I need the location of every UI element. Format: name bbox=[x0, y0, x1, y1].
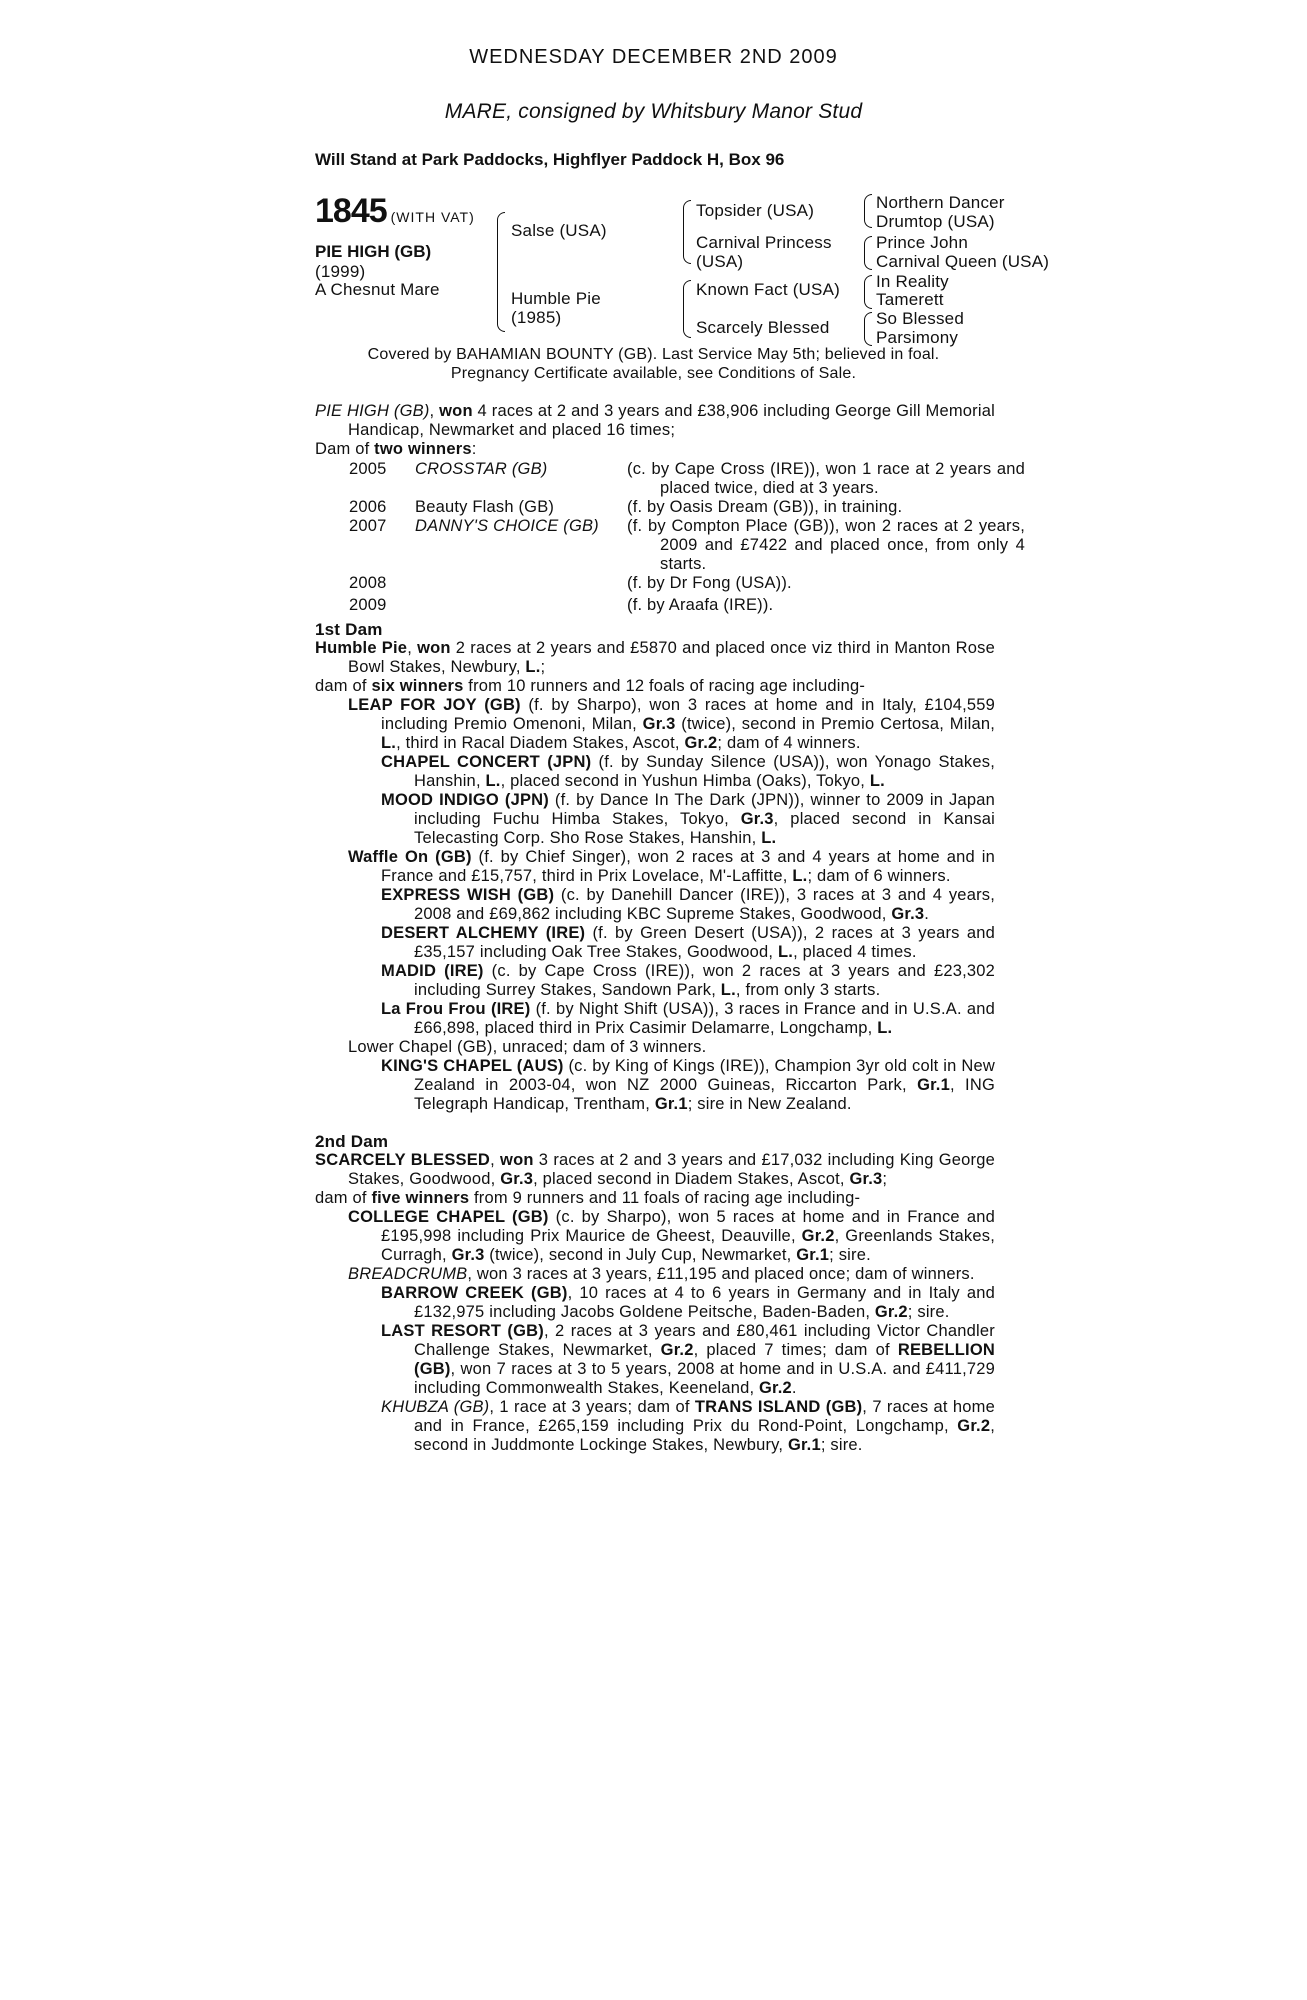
entry-leap-for-joy: LEAP FOR JOY (GB) (f. by Sharpo), won 3 races at home and in Italy, £104,559 including Premio Omenoni, Milan, Gr.3 (twice), second in Premio Certosa, Milan, L., third in Racal Diadem Stakes, Ascot, Gr.2; dam of 4 winners. bbox=[348, 696, 995, 752]
entry-waffle-on: Waffle On (GB) (f. by Chief Singer), won 2 races at 3 and 4 years at home and in France and £15,757, third in Prix Lovelace, M'-Laffitte, L.; dam of 6 winners. bbox=[348, 848, 996, 885]
pedigree-brace bbox=[864, 312, 872, 346]
pedigree-ddd: Parsimony bbox=[876, 328, 959, 347]
pedigree-sds: Prince John bbox=[876, 233, 968, 252]
second-dam-section bbox=[315, 1132, 995, 1455]
first-dam-produce-line: dam of six winners from 10 runners and 12 foals of racing age including- bbox=[315, 677, 866, 695]
entry-la-frou-frou: La Frou Frou (IRE) (f. by Night Shift (USA)), 3 races in France and in U.S.A. and £66,898, placed third in Prix Casimir Delamarre, Longchamp, L. bbox=[381, 1000, 995, 1037]
produce-row: 2008 (f. by Dr Fong (USA)). bbox=[349, 574, 792, 592]
pedigree-dss: In Reality bbox=[876, 272, 949, 291]
covered-line-2: Pregnancy Certificate available, see Conditions of Sale. bbox=[450, 365, 857, 382]
pedigree-brace bbox=[683, 280, 691, 338]
pedigree-sire-sire: Topsider (USA) bbox=[696, 201, 815, 220]
lot-number-block bbox=[315, 192, 475, 231]
pedigree-brace bbox=[864, 275, 872, 309]
pedigree-sdd: Carnival Queen (USA) bbox=[876, 252, 1050, 271]
produce-row: 2005 CROSSTAR (GB) (c. by Cape Cross (IRE)), won 1 race at 2 years and placed twice, died at 3 years. bbox=[349, 460, 1025, 497]
entry-last-resort: LAST RESORT (GB), 2 races at 3 years and £80,461 including Victor Chandler Challenge Stakes, Newmarket, Gr.2, placed 7 times; dam of REBELLION (GB), won 7 races at 3 to 5 years, 2008 at home and in U.S.A. and £411,729 including Commonwealth Stakes, Keeneland, Gr.2. bbox=[381, 1322, 995, 1397]
first-dam-record: Humble Pie, won 2 races at 2 years and £5870 and placed once viz third in Manton Rose Bowl Stakes, Newbury, L.; bbox=[315, 639, 996, 676]
pedigree-dam-dam: Scarcely Blessed bbox=[696, 318, 830, 337]
vat-note: (WITH VAT) bbox=[390, 209, 475, 225]
pedigree-brace bbox=[497, 212, 505, 332]
covered-note bbox=[0, 345, 1307, 383]
entry-kings-chapel: KING'S CHAPEL (AUS) (c. by King of Kings (IRE)), Champion 3yr old colt in New Zealand in 2003-04, won NZ 2000 Guineas, Riccarton Park, Gr.1, ING Telegraph Handicap, Trentham, Gr.1; sire in New Zealand. bbox=[381, 1057, 995, 1113]
entry-college-chapel: COLLEGE CHAPEL (GB) (c. by Sharpo), won 5 races at home and in France and £195,998 including Prix Maurice de Gheest, Deauville, Gr.2, Greenlands Stakes, Curragh, Gr.3 (twice), second in July Cup, Newmarket, Gr.1; sire. bbox=[348, 1208, 996, 1264]
entry-breadcrumb: BREADCRUMB, won 3 races at 3 years, £11,195 and placed once; dam of winners. bbox=[348, 1265, 975, 1283]
lot-number: 1845 bbox=[315, 192, 387, 230]
entry-express-wish: EXPRESS WISH (GB) (c. by Danehill Dancer (IRE)), 3 races at 3 and 4 years, 2008 and £69,862 including KBC Supreme Stakes, Goodwood, Gr.3. bbox=[381, 886, 995, 923]
pedigree-brace bbox=[864, 194, 872, 228]
stand-location: Will Stand at Park Paddocks, Highflyer Paddock H, Box 96 bbox=[315, 150, 785, 169]
second-dam-record: SCARCELY BLESSED, won 3 races at 2 and 3 years and £17,032 including King George Stakes, Goodwood, Gr.3, placed second in Diadem Stakes, Ascot, Gr.3; bbox=[315, 1151, 995, 1188]
horse-year: (1999) bbox=[315, 262, 366, 281]
produce-row: 2009 (f. by Araafa (IRE)). bbox=[349, 596, 774, 614]
pedigree-ssd: Drumtop (USA) bbox=[876, 212, 995, 231]
covered-line-1: Covered by BAHAMIAN BOUNTY (GB). Last Service May 5th; believed in foal. bbox=[367, 346, 940, 363]
pedigree-dam-sire: Known Fact (USA) bbox=[696, 280, 840, 299]
race-record bbox=[315, 402, 995, 459]
pedigree-dam-year: (1985) bbox=[511, 308, 562, 327]
horse-description: A Chesnut Mare bbox=[315, 280, 440, 299]
pedigree-dds: So Blessed bbox=[876, 309, 964, 328]
pedigree-brace bbox=[864, 236, 872, 270]
entry-chapel-concert: CHAPEL CONCERT (JPN) (f. by Sunday Silence (USA)), won Yonago Stakes, Hanshin, L., placed second in Yushun Himba (Oaks), Tokyo, L. bbox=[381, 753, 995, 790]
dam-of-line: Dam of two winners: bbox=[315, 440, 477, 458]
entry-madid: MADID (IRE) (c. by Cape Cross (IRE)), won 2 races at 3 years and £23,302 including Surrey Stakes, Sandown Park, L., from only 3 starts. bbox=[381, 962, 995, 999]
entry-khubza: KHUBZA (GB), 1 race at 3 years; dam of TRANS ISLAND (GB), 7 races at home and in France, £265,159 including Prix du Rond-Point, Longchamp, Gr.2, second in Juddmonte Lockinge Stakes, Newbury, Gr.1; sire. bbox=[381, 1398, 995, 1454]
entry-barrow-creek: BARROW CREEK (GB), 10 races at 4 to 6 years in Germany and in Italy and £132,975 including Jacobs Goldene Peitsche, Baden-Baden, Gr.2; sire. bbox=[381, 1284, 996, 1321]
second-dam-produce-line: dam of five winners from 9 runners and 11 foals of racing age including- bbox=[315, 1189, 861, 1207]
entry-desert-alchemy: DESERT ALCHEMY (IRE) (f. by Green Desert (USA)), 2 races at 3 years and £35,157 including Oak Tree Stakes, Goodwood, L., placed 4 times. bbox=[381, 924, 995, 961]
pedigree-sire-dam-2: (USA) bbox=[696, 252, 744, 271]
race-record-text: PIE HIGH (GB), won 4 races at 2 and 3 years and £38,906 including George Gill Memorial Handicap, Newmarket and placed 16 times; bbox=[315, 402, 995, 439]
pedigree-dsd: Tamerett bbox=[876, 290, 944, 309]
consignment-line: MARE, consigned by Whitsbury Manor Stud bbox=[444, 100, 863, 123]
pedigree-dam: Humble Pie bbox=[511, 289, 601, 308]
produce-row: 2006 Beauty Flash (GB) (f. by Oasis Dream (GB)), in training. bbox=[349, 498, 903, 516]
pedigree-brace bbox=[683, 200, 691, 264]
pedigree-sss: Northern Dancer bbox=[876, 193, 1005, 212]
pedigree-sire: Salse (USA) bbox=[511, 221, 607, 240]
produce-record bbox=[315, 460, 1025, 615]
second-dam-heading: 2nd Dam bbox=[315, 1132, 389, 1151]
entry-lower-chapel: Lower Chapel (GB), unraced; dam of 3 winners. bbox=[348, 1038, 707, 1056]
horse-name: PIE HIGH (GB) bbox=[315, 242, 432, 261]
sale-date: WEDNESDAY DECEMBER 2ND 2009 bbox=[469, 46, 838, 68]
pedigree-sire-dam: Carnival Princess bbox=[696, 233, 832, 252]
entry-mood-indigo: MOOD INDIGO (JPN) (f. by Dance In The Dark (JPN)), winner to 2009 in Japan including Fuchu Himba Stakes, Tokyo, Gr.3, placed second in Kansai Telecasting Corp. Sho Rose Stakes, Hanshin, L. bbox=[381, 791, 995, 847]
produce-row: 2007 DANNY'S CHOICE (GB) (f. by Compton Place (GB)), won 2 races at 2 years, 2009 and £7422 and placed once, from only 4 starts. bbox=[349, 517, 1025, 573]
first-dam-section bbox=[315, 620, 995, 1114]
first-dam-heading: 1st Dam bbox=[315, 620, 383, 639]
